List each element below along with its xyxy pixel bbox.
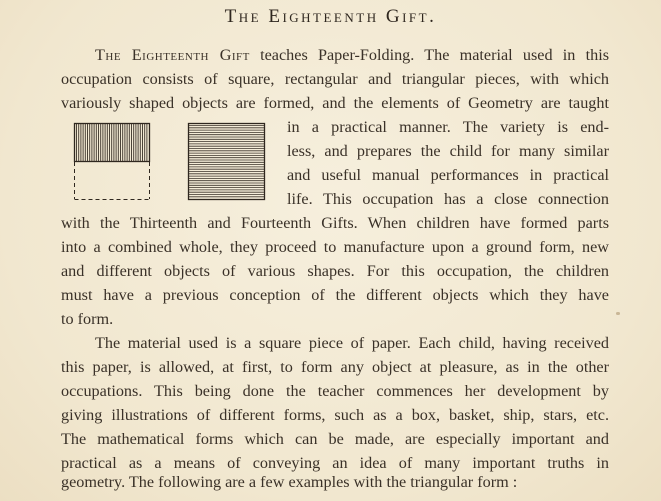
text-line: less, and prepares the child for many similar	[287, 142, 609, 160]
text-line: The mathematical forms which can be made, are especially important and	[61, 430, 609, 448]
text-line: and different objects of various shapes. For this occupation, the children	[61, 262, 609, 280]
text-line: into a combined whole, they proceed to manufacture upon a ground form, new	[61, 238, 609, 256]
paper-speck	[616, 312, 620, 315]
text-line: giving illustrations of different forms, such as a box, basket, ship, stars, etc.	[61, 406, 609, 424]
page-title: The Eighteenth Gift.	[224, 6, 437, 27]
text-line: must have a previous conception of the different objects which they have	[61, 286, 609, 304]
horizontal-lined-square-figure	[184, 120, 270, 204]
text-line: occupations. This being done the teacher commences her development by	[61, 382, 609, 400]
text-line: occupation consists of square, rectangular and triangular pieces, with which	[61, 70, 609, 88]
text-line: in a practical manner. The variety is end-	[287, 118, 609, 136]
text-line: variously shaped objects are formed, and the elements of Geometry are taught	[61, 94, 609, 112]
text-line: geometry. The following are a few examples with the triangular form :	[61, 473, 518, 491]
text-line: with the Thirteenth and Fourteenth Gifts. When children have formed parts	[61, 214, 609, 232]
text-line: this paper, is allowed, at first, to form any object at pleasure, as in the other	[61, 358, 609, 376]
text-line: and useful manual performances in practical	[287, 166, 609, 184]
text-line	[95, 45, 609, 65]
folded-square-figure	[70, 120, 154, 204]
text-line-rest: teaches Paper-Folding. The material used in this	[249, 46, 609, 64]
lead-small-caps: The Eighteenth Gift	[95, 46, 250, 64]
text-line: The material used is a square piece of paper. Each child, having received	[95, 334, 609, 352]
text-line: life. This occupation has a close connection	[287, 190, 609, 208]
text-line: practical as a means of conveying an idea of many important truths in	[61, 454, 609, 472]
text-line: to form.	[61, 310, 114, 328]
